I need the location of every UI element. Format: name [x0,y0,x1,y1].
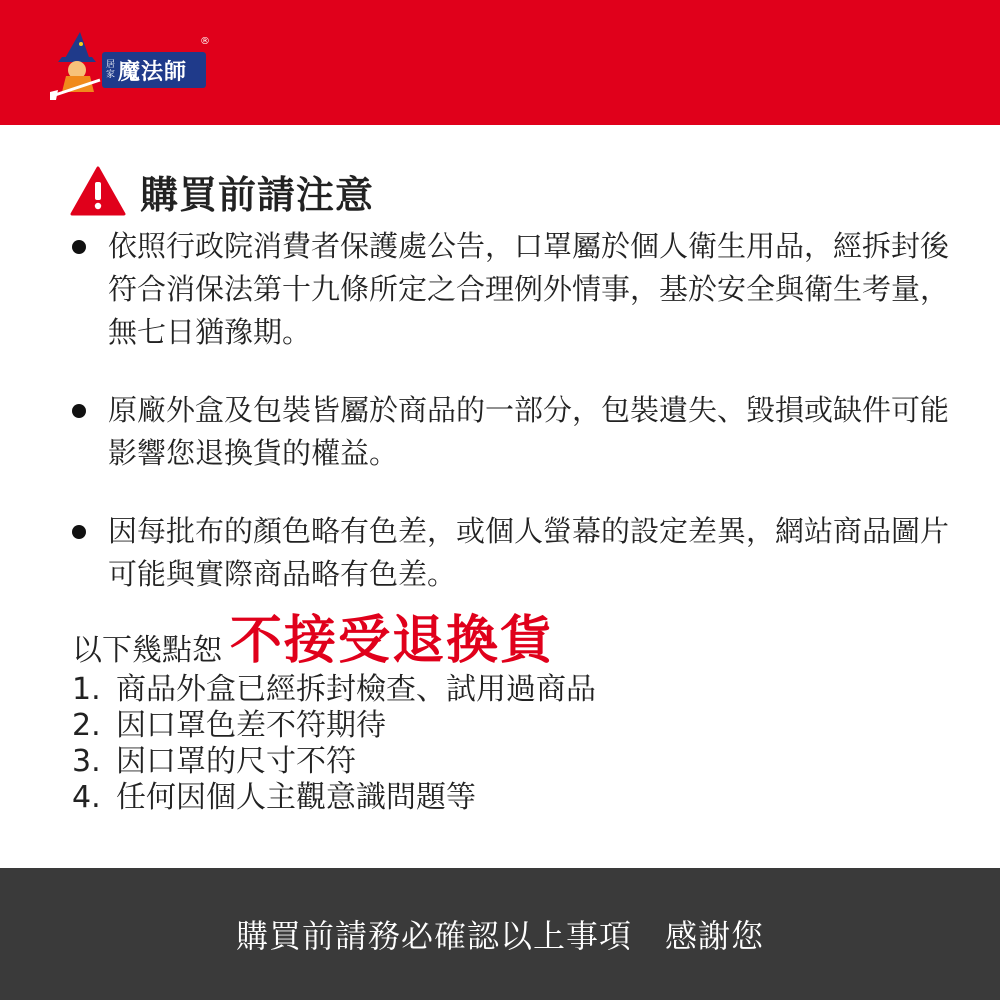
refuse-prefix: 以下幾點恕 [72,633,222,668]
list-item [72,780,596,816]
list-item [72,744,596,780]
list-item [72,672,596,708]
notice-title: 購買前請注意 [140,172,375,217]
wizard-icon [50,30,110,100]
refuse-numbered-list [72,672,596,816]
list-item-text: 因口罩色差不符期待 [116,708,386,743]
warning-triangle-icon [70,166,126,216]
bullet-dot-icon [72,525,86,539]
notice-bullet [72,225,952,354]
brand-small-line-1: 居 [106,60,116,70]
notice-bullet-text: 依照行政院消費者保護處公告，口罩屬於個人衛生用品，經拆封後符合消保法第十九條所定之合理例外情事，基於安全與衛生考量，無七日猶豫期。 [108,229,950,349]
notice-bullet [72,389,952,475]
list-item [72,708,596,744]
footer-text: 購買前請務必確認以上事項 感謝您 [235,917,764,955]
header-banner [0,0,1000,125]
list-item-text: 任何因個人主觀意識問題等 [116,780,476,815]
brand-name-box [102,52,206,88]
list-item-number: 3. [72,744,101,779]
notice-bullet-list [72,225,952,596]
notice-bullet-text: 因每批布的顏色略有色差，或個人螢幕的設定差異，網站商品圖片可能與實際商品略有色差。 [108,514,950,591]
bullet-dot-icon [72,240,86,254]
notice-bullet [72,510,952,596]
brand-logo [50,30,220,100]
notice-bullet-text: 原廠外盒及包裝皆屬於商品的一部分，包裝遺失、毀損或缺件可能影響您退換貨的權益。 [108,393,950,470]
bullet-dot-icon [72,404,86,418]
refuse-emphasis: 不接受退換貨 [230,611,555,671]
list-item-number: 4. [72,780,101,815]
registered-mark: ® [200,36,210,47]
list-item-number: 2. [72,708,101,743]
notice-heading [70,165,374,217]
refuse-heading [72,598,554,673]
brand-small-line-2: 家 [106,70,116,80]
list-item-number: 1. [72,672,101,707]
list-item-text: 商品外盒已經拆封檢查、試用過商品 [116,672,596,707]
list-item-text: 因口罩的尺寸不符 [116,744,356,779]
brand-small-text [106,60,115,80]
footer-banner [0,868,1000,1000]
brand-name: 魔法師 [118,59,188,85]
